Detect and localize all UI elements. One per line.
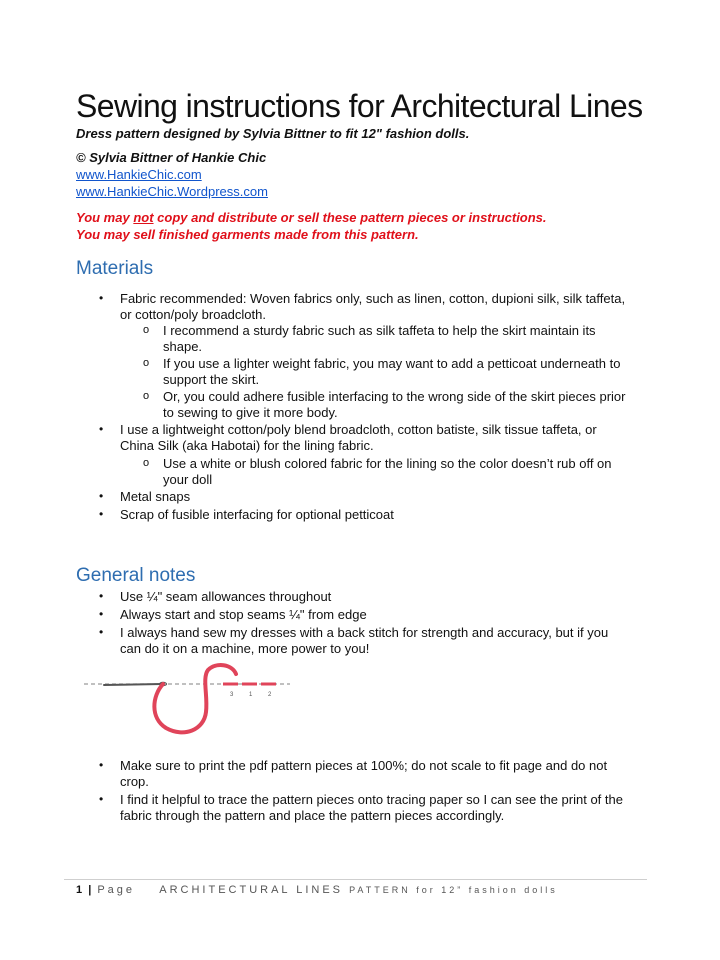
warning-line-2: You may sell finished garments made from this pattern.: [76, 227, 419, 242]
materials-line: I use a lightweight cotton/poly blend broadcloth, cotton batiste, silk tissue taffeta, or: [120, 422, 597, 437]
general-notes-heading: General notes: [76, 565, 196, 586]
notes-line: crop.: [120, 774, 149, 789]
thread-loop: [154, 665, 236, 732]
stitch-number: 1: [249, 692, 253, 698]
blog-link[interactable]: www.HankieChic.Wordpress.com: [76, 184, 268, 199]
materials-line: Fabric recommended: Woven fabrics only, such as linen, cotton, dupioni silk, silk taffeta,: [120, 291, 626, 306]
materials-line: Metal snaps: [120, 489, 191, 504]
notes-line: can do it on a machine, more power to you!: [120, 641, 370, 656]
notes-line: Always start and stop seams ¼" from edge: [120, 607, 367, 622]
document-subtitle: Dress pattern designed by Sylvia Bittner to fit 12" fashion dolls.: [76, 126, 470, 141]
back-stitch-illustration: [64, 656, 304, 740]
bullet-marker: •: [99, 489, 104, 503]
needle-icon: [104, 684, 162, 685]
page-footer: [76, 884, 558, 896]
bullet-marker: •: [99, 792, 104, 806]
notes-line: Make sure to print the pdf pattern pieces at 100%; do not scale to fit page and do not: [120, 758, 608, 773]
warning-text: You may: [76, 210, 134, 225]
sub-bullet-marker: o: [143, 357, 150, 369]
materials-line: I recommend a sturdy fabric such as silk taffeta to help the skirt maintain its: [163, 323, 596, 338]
footer-divider: [64, 879, 647, 880]
materials-line: Scrap of fusible interfacing for optional petticoat: [120, 507, 394, 522]
stitch-number: 2: [268, 692, 272, 698]
bullet-marker: •: [99, 625, 104, 639]
warning-emphasis: not: [133, 210, 154, 225]
copyright-line: © Sylvia Bittner of Hankie Chic: [76, 150, 267, 165]
bullet-marker: •: [99, 589, 104, 603]
materials-line: shape.: [163, 339, 203, 354]
notes-line: fabric through the pattern and place the pattern pieces accordingly.: [120, 808, 505, 823]
sub-bullet-marker: o: [143, 324, 150, 336]
sub-bullet-marker: o: [143, 390, 150, 402]
page-number: 1: [76, 884, 83, 896]
bullet-marker: •: [99, 607, 104, 621]
website-link[interactable]: www.HankieChic.com: [76, 167, 202, 182]
materials-line: to sewing to give it more body.: [163, 405, 338, 420]
materials-line: support the skirt.: [163, 372, 260, 387]
bullet-marker: •: [99, 422, 104, 436]
page-word: Page: [97, 884, 136, 896]
bullet-marker: •: [99, 291, 104, 305]
materials-heading: Materials: [76, 258, 154, 279]
materials-line: your doll: [163, 472, 213, 487]
footer-title-rest: PATTERN for 12” fashion dolls: [349, 885, 558, 895]
notes-line: Use ¼" seam allowances throughout: [120, 589, 332, 604]
materials-line: Use a white or blush colored fabric for the lining so the color doesn’t rub off on: [163, 456, 612, 471]
warning-text: copy and distribute or sell these pattern pieces or instructions.: [153, 210, 547, 225]
materials-line: If you use a lighter weight fabric, you may want to add a petticoat underneath to: [163, 356, 621, 371]
warning-line-1: [76, 210, 547, 225]
stitch-number: 3: [230, 692, 234, 698]
footer-title-caps: ARCHITECTURAL LINES: [159, 884, 343, 896]
footer-separator: |: [88, 884, 92, 896]
notes-line: I find it helpful to trace the pattern pieces onto tracing paper so I can see the print of the: [120, 792, 623, 807]
document-title: Sewing instructions for Architectural Lines: [76, 88, 643, 124]
notes-line: I always hand sew my dresses with a back stitch for strength and accuracy, but if you: [120, 625, 609, 640]
sub-bullet-marker: o: [143, 457, 150, 469]
materials-line: Or, you could adhere fusible interfacing to the wrong side of the skirt pieces prior: [163, 389, 626, 404]
bullet-marker: •: [99, 758, 104, 772]
materials-line: or cotton/poly broadcloth.: [120, 307, 266, 322]
materials-line: China Silk (aka Habotai) for the lining fabric.: [120, 438, 374, 453]
bullet-marker: •: [99, 507, 104, 521]
